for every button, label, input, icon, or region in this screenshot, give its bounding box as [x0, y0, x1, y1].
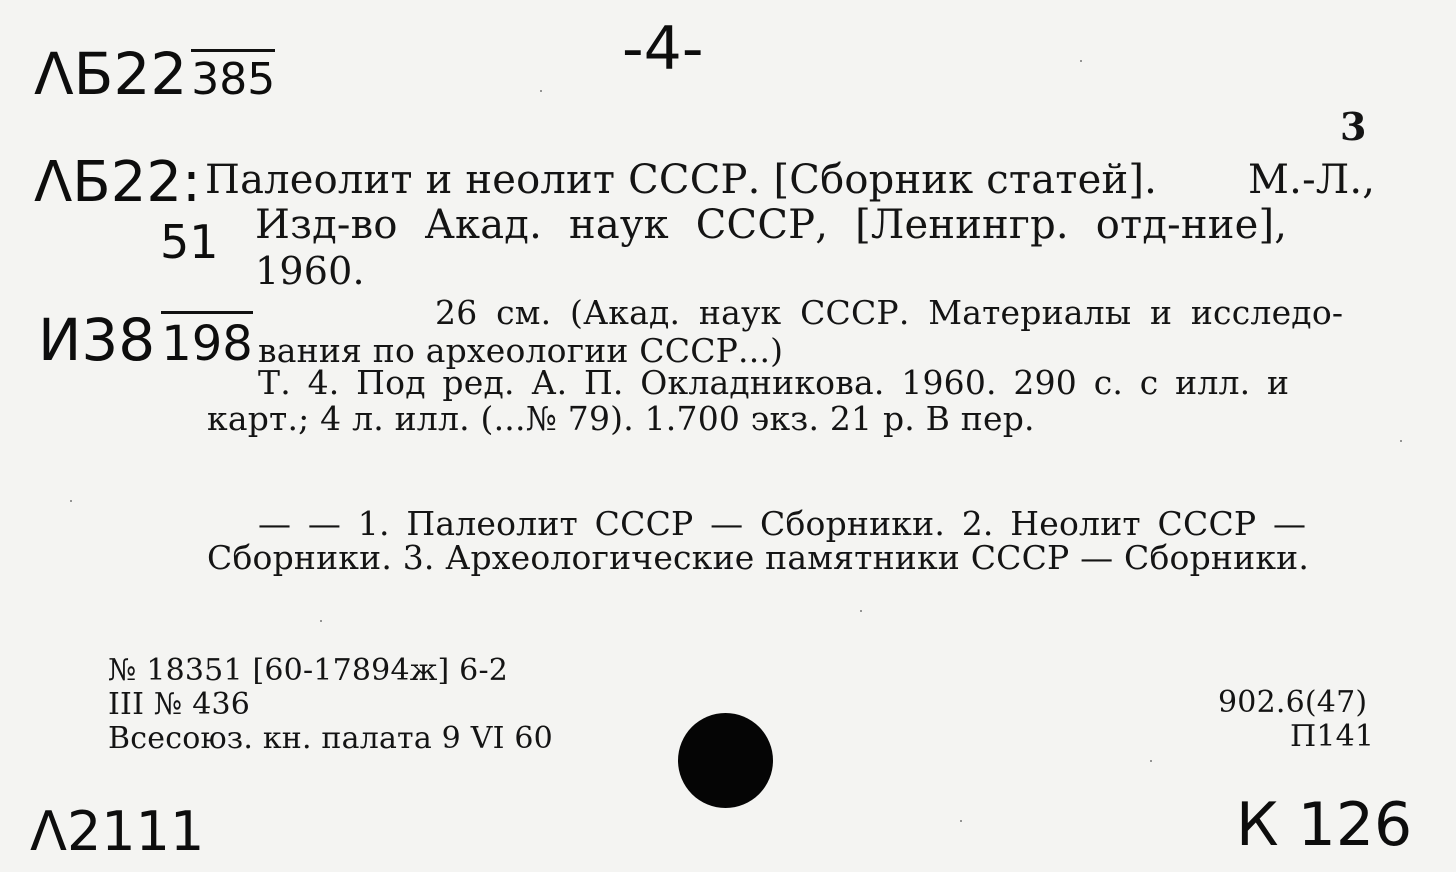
subjects-line-2: Сборники. 3. Археологические памятники СССР — Сборники.: [207, 538, 1310, 577]
subjects-line-1: — — 1. Палеолит СССР — Сборники. 2. Неолит СССР —: [258, 504, 1307, 543]
speck: [320, 620, 322, 622]
speck: [540, 90, 542, 92]
handwritten-shelfmark-top-main: ΛБ22: [34, 40, 188, 108]
speck: [70, 500, 72, 502]
entry-place: М.-Л.,: [1248, 157, 1376, 203]
handwritten-shelfmark-alt: [38, 306, 253, 374]
entry-publisher: Изд-во Акад. наук СССР, [Ленингр. отд-ние],: [255, 202, 1288, 248]
speck: [960, 820, 962, 822]
entry-series-line-1: 26 см. (Акад. наук СССР. Материалы и исследо-: [435, 293, 1344, 332]
punch-hole: [678, 713, 773, 808]
footer-series-number: III № 436: [108, 687, 251, 722]
entry-volume-line-2: карт.; 4 л. илл. (...№ 79). 1.700 экз. 21 р. В пер.: [207, 399, 1035, 438]
handwritten-shelfmark-left-sub: 51: [160, 215, 219, 269]
footer-classification: 902.6(47): [1218, 685, 1368, 720]
entry-title: Палеолит и неолит СССР. [Сборник статей].: [205, 157, 1158, 203]
handwritten-mark-bottom-left: Λ2111: [30, 800, 205, 863]
handwritten-shelfmark-top-sub: 385: [191, 49, 275, 105]
footer-record-number: № 18351 [60-17894ж] 6-2: [108, 653, 509, 688]
handwritten-page-mark: -4-: [622, 14, 704, 84]
handwritten-shelfmark-alt-sub: 198: [161, 311, 253, 372]
handwritten-shelfmark-top: [34, 40, 275, 108]
entry-year: 1960.: [255, 249, 365, 293]
handwritten-shelfmark-alt-main: И38: [38, 306, 156, 374]
handwritten-mark-bottom-right: К 126: [1236, 790, 1413, 860]
speck: [1150, 760, 1152, 762]
entry-series-line-2: вания по археологии СССР...): [258, 331, 784, 370]
speck: [1400, 440, 1402, 442]
card-number: 3: [1340, 104, 1367, 149]
speck: [860, 610, 862, 612]
speck: [1080, 60, 1082, 62]
footer-author-mark: П141: [1290, 719, 1375, 754]
footer-chamber-date: Всесоюз. кн. палата 9 VI 60: [108, 721, 553, 756]
entry-volume-line-1: Т. 4. Под ред. А. П. Окладникова. 1960. 290 с. с илл. и: [258, 363, 1290, 402]
handwritten-shelfmark-left: ΛБ22:: [34, 150, 201, 215]
